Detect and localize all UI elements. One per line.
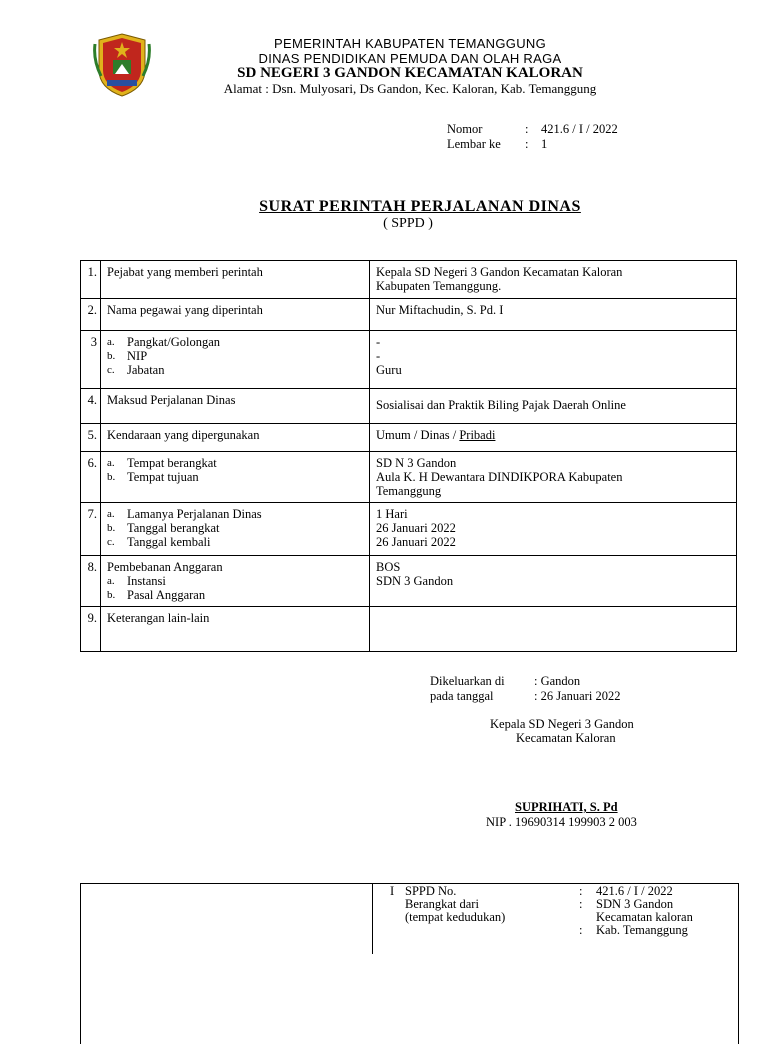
- row-label: Keterangan lain-lain: [101, 607, 370, 652]
- value-line: Temanggung: [376, 484, 442, 498]
- bottom-sppd-sep: :: [579, 884, 583, 898]
- row-number: 8.: [81, 556, 101, 607]
- lembar-sep: :: [525, 137, 529, 151]
- row-number: 4.: [81, 389, 101, 424]
- header-government: PEMERINTAH KABUPATEN TEMANGGUNG: [274, 36, 546, 51]
- header-department: DINAS PENDIDIKAN PEMUDA DAN OLAH RAGA: [258, 51, 562, 66]
- column-divider: [372, 884, 373, 954]
- bottom-kab-sep: :: [579, 923, 583, 937]
- header-address: Alamat : Dsn. Mulyosari, Ds Gandon, Kec. Kaloran, Kab. Temanggung: [223, 81, 597, 96]
- signatory-office: Kepala SD Negeri 3 Gandon: [490, 717, 634, 731]
- document-title-text: SURAT PERINTAH PERJALANAN DINAS: [259, 198, 581, 215]
- row-value: [370, 424, 737, 452]
- lembar-value: 1: [541, 137, 548, 151]
- bottom-tempat-label: (tempat kedudukan): [405, 910, 506, 924]
- nomor-value: 421.6 / I / 2022: [541, 122, 618, 136]
- document-title: [0, 198, 768, 216]
- row-number: 1.: [81, 261, 101, 299]
- table-row: [81, 452, 737, 503]
- value-line: Aula K. H Dewantara DINDIKPORA Kabupaten: [376, 470, 623, 484]
- value-line: 26 Januari 2022: [376, 521, 456, 535]
- bottom-berangkat-sep: :: [579, 897, 583, 911]
- bottom-sppd-value: 421.6 / I / 2022: [596, 884, 673, 898]
- value-line: 26 Januari 2022: [376, 535, 456, 549]
- row-value: [370, 607, 737, 652]
- nomor-label: Nomor: [447, 122, 483, 136]
- row-number: 3: [81, 331, 101, 389]
- lembar-label: Lembar ke: [447, 137, 501, 151]
- row-label: [101, 556, 370, 607]
- sub-item: b. Tanggal berangkat: [107, 521, 220, 535]
- value-line: Kabupaten Temanggung.: [376, 279, 502, 293]
- sub-item: a. Lamanya Perjalanan Dinas: [107, 507, 262, 521]
- row-value: [370, 556, 737, 607]
- bottom-berangkat-label: Berangkat dari: [405, 897, 479, 911]
- table-row: [81, 389, 737, 424]
- sub-item: b. NIP: [107, 349, 148, 363]
- issued-date-value: : 26 Januari 2022: [534, 689, 621, 703]
- row-number: 5.: [81, 424, 101, 452]
- bottom-roman-numeral: I: [390, 884, 395, 898]
- sub-item: c. Tanggal kembali: [107, 535, 211, 549]
- sub-item: a. Instansi: [107, 574, 166, 588]
- transport-selected: Pribadi: [459, 428, 496, 442]
- value-line: 1 Hari: [376, 507, 408, 521]
- signatory-name: SUPRIHATI, S. Pd: [515, 800, 618, 814]
- table-row: [81, 556, 737, 607]
- row-label: Maksud Perjalanan Dinas: [101, 389, 370, 424]
- value-line: -: [376, 349, 381, 363]
- row-label-text: Pembebanan Anggaran: [107, 560, 223, 574]
- row-number: 2.: [81, 299, 101, 331]
- sub-item: a. Tempat berangkat: [107, 456, 217, 470]
- sub-item: b. Tempat tujuan: [107, 470, 199, 484]
- table-row: [81, 424, 737, 452]
- bottom-berangkat-value: SDN 3 Gandon: [596, 897, 674, 911]
- table-row: [81, 261, 737, 299]
- row-label: Pejabat yang memberi perintah: [101, 261, 370, 299]
- table-row: [81, 503, 737, 556]
- table-row: [81, 607, 737, 652]
- value-line: Nur Miftachudin, S. Pd. I: [376, 303, 504, 317]
- row-value: [370, 261, 737, 299]
- row-value: [370, 299, 737, 331]
- nomor-sep: :: [525, 122, 529, 136]
- sub-item: c. Jabatan: [107, 363, 165, 377]
- transport-options: Umum / Dinas /: [376, 428, 460, 442]
- row-label: Nama pegawai yang diperintah: [101, 299, 370, 331]
- sub-item: a. Pangkat/Golongan: [107, 335, 221, 349]
- row-number: 6.: [81, 452, 101, 503]
- value-line: SD N 3 Gandon: [376, 456, 457, 470]
- row-number: 7.: [81, 503, 101, 556]
- row-label: [101, 503, 370, 556]
- row-value: [370, 452, 737, 503]
- value-line: BOS: [376, 560, 401, 574]
- signatory-nip: NIP . 19690314 199903 2 003: [486, 815, 637, 829]
- value-line: -: [376, 335, 381, 349]
- bottom-sppd-label: SPPD No.: [405, 884, 457, 898]
- value-line: Kepala SD Negeri 3 Gandon Kecamatan Kaloran: [376, 265, 623, 279]
- bottom-kab-value: Kab. Temanggung: [596, 923, 688, 937]
- row-label: Kendaraan yang dipergunakan: [101, 424, 370, 452]
- header-school-name: SD NEGERI 3 GANDON KECAMATAN KALORAN: [237, 65, 583, 81]
- value-line: SDN 3 Gandon: [376, 574, 454, 588]
- row-number: 9.: [81, 607, 101, 652]
- bottom-kec-value: Kecamatan kaloran: [596, 910, 693, 924]
- row-value: [370, 389, 737, 424]
- value-line: Guru: [376, 363, 402, 377]
- issued-date-label: pada tanggal: [430, 689, 494, 703]
- value-line: Sosialisai dan Praktik Biling Pajak Daerah Online: [376, 398, 626, 412]
- document-subtitle: ( SPPD ): [383, 216, 433, 231]
- signatory-district: Kecamatan Kaloran: [516, 731, 616, 745]
- row-value: [370, 503, 737, 556]
- issued-place-label: Dikeluarkan di: [430, 674, 505, 688]
- regency-emblem-logo: [93, 30, 151, 98]
- issued-place-value: : Gandon: [534, 674, 581, 688]
- sppd-table: [80, 260, 737, 652]
- sub-item: b. Pasal Anggaran: [107, 588, 206, 602]
- table-row: [81, 331, 737, 389]
- row-label: [101, 331, 370, 389]
- row-value: [370, 331, 737, 389]
- table-row: [81, 299, 737, 331]
- row-label: [101, 452, 370, 503]
